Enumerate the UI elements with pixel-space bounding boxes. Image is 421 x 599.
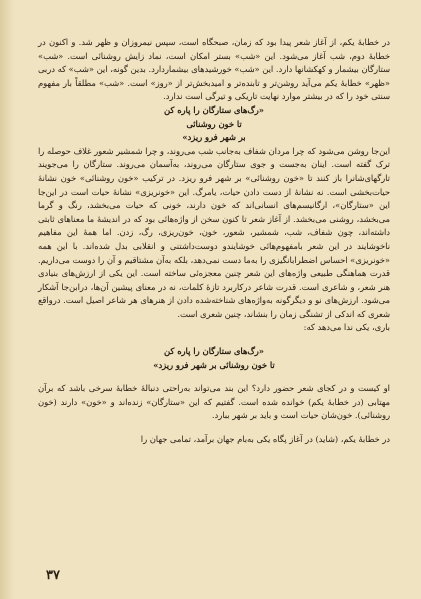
page-number: ۳۷ — [46, 568, 60, 583]
paragraph-1: در خطابهٔ یکم، از آغاز شعر پیدا بود که زمان، صبحگاه است، سپس نیمروزان و ظهر شد. و اکنون در خطابهٔ دوم، شب آغاز می‌شود. این «شب» بستر امکان است، نماد زایش روشنائی است. «شب» ستارگان بیشمار و کهکشانها دارد. این «شب» خورشیدهای بیشماردارد. بدین گونه، این «شب» که دربی «ظهر» خطابهٔ یکم می‌آید روشن‌تر و تابنده‌تر و امیدبخش‌تر از «روز» است. «شب» مطلقاً بار مفهوم سنتی خود را که در بیشتر موارد نهایت تاریکی و تیرگی است ندارد. — [38, 37, 390, 102]
paragraph-4: او کیست و در کجای شعر حضور دارد؟ این بند می‌تواند به‌راحتی دنبالهٔ خطابهٔ سرخی باشد که برآن مهتابی (در خطابهٔ یکم) خوانده شده است. گفتیم که این «ستارگان» زنده‌اند و «خون» دارند (خون روشنائی). خون‌شان حیات است و باید بر شهر ببارد. — [38, 383, 390, 421]
verse-line: «رگ‌های ستارگان را پاره کن — [164, 346, 264, 357]
paragraph-2: این‌جا روشن می‌شود که چرا مردان شفاف به‌جانب شب می‌روند، و چرا شمشیر شعور غلاف حوصله را ترک گفته است. اینان به‌جست و جوی ستارگان می‌روند، به‌آسمان می‌روند. ستارگان را می‌جویند تارگهای‌شانرا باز کنند تا «خون روشنائی» بر شهر فرو ریزد. در ترکیب «خون روشنائی» خون نشانهٔ حیات‌بخشی است. نه نشانهٔ از دست دادن حیات، یامرگ. این «خونریزی» نشانهٔ حیات است در این‌جا این «ستارگان»، ارگانیسم‌های انسانی‌اند که خون دارند، خونی که حیات می‌بخشد، رنگ و گرما می‌بخشد، روشنی می‌بخشد. از آغاز شعر تا کنون سخن از واژه‌هائی بود که در اندیشهٔ ما معناهای ثابتی داشته‌اند، چون شفاف، شب، شمشیر، شعور، خون، خون‌ریزی، رگ، زدن. اما همهٔ این مفاهیم ناخوشایند در این شعر بامفهوم‌هائی خوشایندو دوست‌داشتنی و انقلابی بدل شده‌اند. با این همه «خونریزی» احساس اضطرابانگیزی را به‌ما دست نمی‌دهد، بلکه به‌آن مشتاقیم و آن را دوست می‌داریم. قدرت هماهنگی طبیعی واژه‌های این شعر چنین معجزه‌ئی ساخته است. این یکی از ارزش‌های بنیادی هنر شعر، و شاعری است. قدرت شاعر درکاربرد تازهٔ کلمات، نه در معنای پیشین آن‌ها، درابن‌جا آشکار می‌شود. ارزش‌های نو و دیگرگونه به‌واژه‌های شناخته‌شده دادن از هنرهای هر شاعر اصیل است. درواقع شعری که اندکی از تشنگی زمان را بنشاند، چنین شعری است. — [37, 145, 390, 319]
verse-line: تا خون روشنائی بر شهر فرو ریزد» — [153, 359, 275, 370]
paragraph-5: در خطابهٔ یکم، (شاید) در آغاز پگاه یکی به‌بام جهان برآمد، تمامی جهان را — [140, 434, 390, 445]
paragraph-3: باری، یکی ندا می‌دهد که: — [303, 322, 390, 333]
verse-block-1 — [38, 104, 390, 145]
verse-line: تا خون روشنائی — [186, 118, 242, 129]
verse-block-2 — [38, 345, 390, 372]
verse-line: «رگ‌های ستارگان را پاره کن — [164, 104, 264, 115]
page-content — [38, 36, 390, 447]
verse-line: بر شهر فرو ریزد» — [182, 132, 246, 143]
